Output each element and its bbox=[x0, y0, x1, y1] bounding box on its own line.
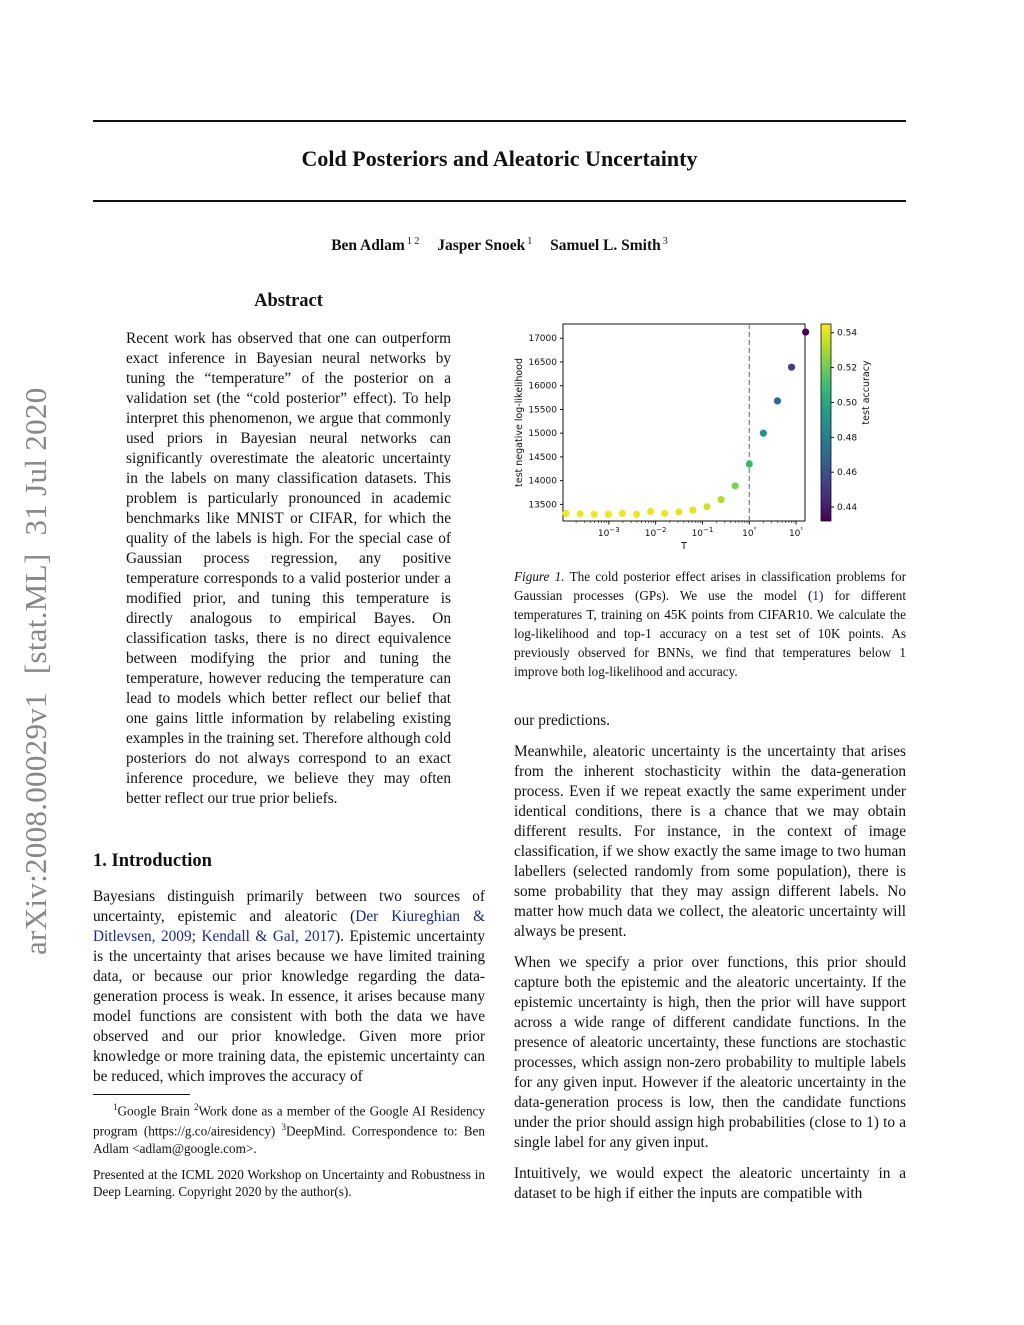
equation-ref-link[interactable]: 1 bbox=[812, 588, 819, 603]
right-column-text bbox=[514, 711, 906, 1204]
data-point bbox=[717, 496, 724, 503]
data-point bbox=[689, 506, 696, 513]
data-point bbox=[647, 508, 654, 515]
data-point bbox=[661, 510, 668, 517]
y-tick-label: 16500 bbox=[528, 357, 557, 368]
colorbar-tick-label: 0.44 bbox=[837, 503, 858, 514]
data-point bbox=[633, 511, 640, 518]
y-tick-label: 14000 bbox=[528, 476, 557, 487]
x-tick-label: $10^{-3}$ bbox=[597, 526, 620, 539]
colorbar-tick-label: 0.54 bbox=[837, 328, 858, 339]
x-tick-label: $10^{-2}$ bbox=[644, 526, 667, 539]
y-tick-label: 14500 bbox=[528, 452, 557, 463]
data-point bbox=[562, 510, 569, 517]
colorbar-tick-label: 0.52 bbox=[837, 363, 858, 374]
footnote-affiliations: $^1$Google Brain $^2$Work done as a member of the Google AI Residency program (https://g.co/airesidency) $^3$DeepMind. Correspondence to: Ben Adlam <adlam@google.com>. bbox=[93, 1102, 486, 1156]
colorbar bbox=[821, 324, 831, 521]
citation-link[interactable]: Der Kiureghian & Ditlevsen, 2009 bbox=[93, 908, 485, 945]
x-axis-label: T bbox=[681, 541, 687, 552]
x-tick-label: $10^{^0}$ bbox=[742, 526, 757, 539]
data-point bbox=[703, 503, 710, 510]
data-point bbox=[774, 397, 781, 404]
abstract-text: Recent work has observed that one can outperform exact inference in Bayesian neural networks by tuning the “temperature” of the posterior on a validation set (the “cold posterior” effect). To help interpret this phenomenon, we argue that commonly used priors in Bayesian neural networks can significantly overestimate the aleatoric uncertainty in the labels on many classification datasets. This problem is particularly pronounced in academic benchmarks like MNIST or CIFAR, for which the quality of the labels is high. For the special case of Gaussian process regression, any positive temperature corresponds to a valid posterior under a modified prior, and tuning this temperature is directly analogous to empirical Bayes. On classification tasks, there is no direct equivalence between modifying the prior and tuning the temperature, however reducing the temperature can lead to models which better reflect our belief that one gains little information by relabeling existing examples in the training set. Therefore although cold posteriors do not always correspond to an exact inference procedure, we believe they may often better reflect our true prior beliefs. bbox=[126, 330, 451, 807]
paragraph: Intuitively, we would expect the aleatoric uncertainty in a dataset to be high if either the inputs are compatible with bbox=[514, 1165, 906, 1202]
data-point bbox=[577, 510, 584, 517]
y-axis-label: test negative log-likelihood bbox=[514, 358, 525, 487]
paragraph: When we specify a prior over functions, this prior should capture both the epistemic and the aleatoric uncertainty. If the epistemic uncertainty is high, then the prior will have support across a wide range of different candidate functions. In the presence of aleatoric uncertainty, these functions are stochastic processes, which assign non-zero probability to multiple labels for any given input. However if the aleatoric uncertainty in the data-generation process is low, then the candidate functions under the prior should assign high probabilities (close to 1) to a single label for any given input. bbox=[514, 954, 906, 1151]
footnote-venue: Presented at the ICML 2020 Workshop on Uncertainty and Robustness in Deep Learning. Copyright 2020 by the author(s). bbox=[93, 1167, 485, 1199]
y-tick-label: 16000 bbox=[528, 381, 557, 392]
citation-link[interactable]: Kendall & Gal, 2017 bbox=[201, 928, 335, 945]
plot-area bbox=[514, 324, 872, 552]
y-tick-label: 15000 bbox=[528, 429, 557, 440]
data-point bbox=[802, 328, 809, 335]
intro-paragraph: Bayesians distinguish primarily between two sources of uncertainty, epistemic and aleatoric (Der Kiureghian & Ditlevsen, 2009; Kendall & Gal, 2017). Epistemic uncertainty is the uncertainty that arises because we have limited training data, or because our prior knowledge regarding the data-generation process is weak. In essence, it arises because many model functions are consistent with both the data we have observed and our prior knowledge. Given more prior knowledge or more training data, the epistemic uncertainty can be reduced, which improves the accuracy of bbox=[93, 888, 485, 1085]
data-point bbox=[732, 482, 739, 489]
title-rule-bottom bbox=[93, 200, 906, 202]
colorbar-tick-label: 0.50 bbox=[837, 398, 858, 409]
author: Samuel L. Smith $^3$ bbox=[550, 236, 668, 255]
data-point bbox=[788, 364, 795, 371]
data-point bbox=[675, 508, 682, 515]
y-tick-label: 15500 bbox=[528, 405, 557, 416]
plot-frame bbox=[563, 324, 805, 521]
section-heading: 1. Introduction bbox=[93, 851, 212, 871]
y-tick-label: 17000 bbox=[528, 334, 557, 345]
x-tick-label: $10^{^1}$ bbox=[788, 526, 804, 539]
data-point bbox=[746, 460, 753, 467]
paragraph: our predictions. bbox=[514, 712, 611, 729]
paragraph: Meanwhile, aleatoric uncertainty is the uncertainty that arises from the inherent stochasticity within the data-generation process. Even if we repeat exactly the same experiment under identical conditions, there is a chance that we may obtain different results. For instance, in the context of image classification, if we show exactly the same image to two human labellers (selected randomly from some population), there is some probability that they may assign different labels. No matter how much data we collect, the aleatoric uncertainty will always be present. bbox=[514, 743, 906, 940]
data-point bbox=[605, 511, 612, 518]
colorbar-tick-label: 0.48 bbox=[837, 433, 858, 444]
colorbar-label: test accuracy bbox=[861, 360, 872, 425]
figure-caption: Figure 1. The cold posterior effect arises in classification problems for Gaussian processes (GPs). We use the model (1) for different temperatures T, training on 45K points from CIFAR10. We calculate the log-likelihood and top-1 accuracy on a test set of 10K points. As previously observed for BNNs, we find that temperatures below 1 improve both log-likelihood and accuracy. bbox=[514, 569, 906, 679]
y-tick-label: 13500 bbox=[528, 500, 557, 511]
author: Ben Adlam $^{1 2}$ bbox=[331, 236, 420, 255]
arxiv-stamp: arXiv:2008.00029v1[stat.ML]31 Jul 2020 bbox=[18, 387, 53, 955]
author-list bbox=[93, 236, 906, 255]
x-tick-label: $10^{-1}$ bbox=[691, 526, 714, 539]
data-point bbox=[619, 510, 626, 517]
colorbar-tick-label: 0.46 bbox=[837, 468, 858, 479]
author: Jasper Snoek $^1$ bbox=[437, 236, 533, 255]
paper-title: Cold Posteriors and Aleatoric Uncertainty bbox=[301, 146, 698, 171]
data-point bbox=[760, 430, 767, 437]
abstract-heading: Abstract bbox=[254, 291, 323, 311]
footnote-rule bbox=[93, 1094, 190, 1095]
data-point bbox=[591, 511, 598, 518]
title-rule-top bbox=[93, 120, 906, 122]
figure-1-chart bbox=[505, 315, 885, 555]
